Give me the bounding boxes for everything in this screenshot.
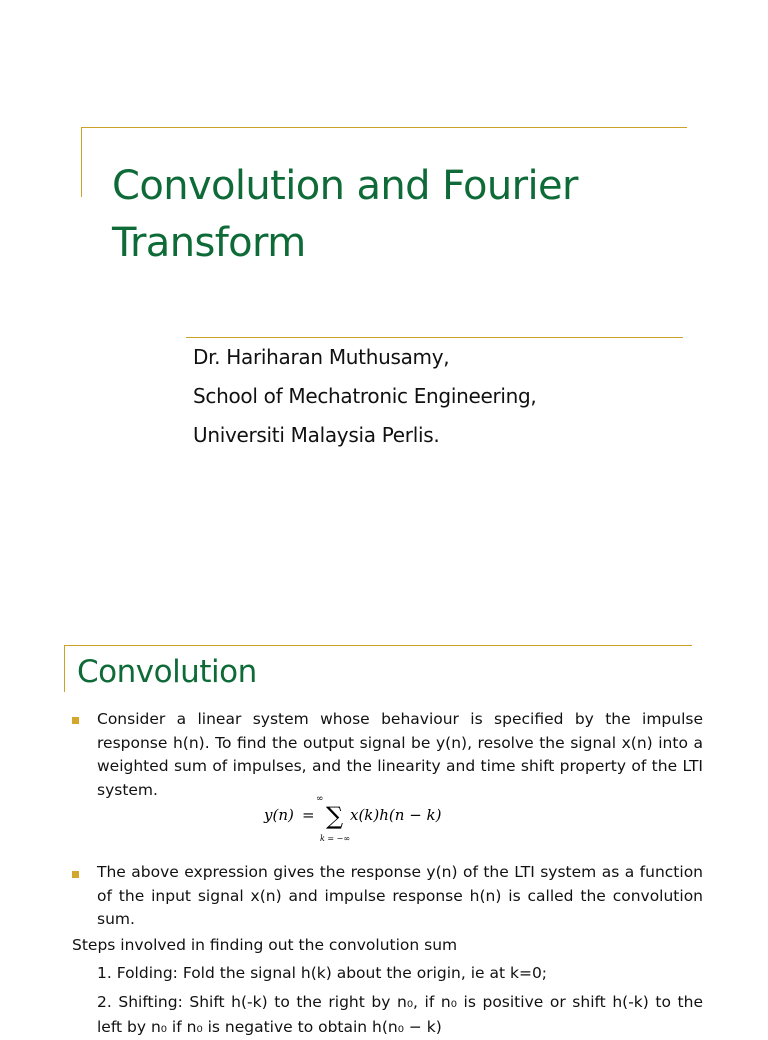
bullet-paragraph: Consider a linear system whose behaviour is specified by the impulse response h(n). To find the output signal be y(n), resolve the signal x(n) into a weighted sum of impulses, and the linearity and time shift property of the LTI system. bbox=[97, 710, 703, 799]
convolution-slide bbox=[0, 620, 768, 1036]
left-rule bbox=[81, 127, 82, 197]
step-folding: 1. Folding: Fold the signal h(k) about the origin, ie at k=0; bbox=[97, 964, 548, 982]
formula-lhs: y(n) bbox=[264, 806, 294, 824]
section-title: Convolution bbox=[77, 654, 257, 690]
formula-upper: ∞ bbox=[316, 794, 324, 804]
steps-heading: Steps involved in finding out the convolution sum bbox=[72, 936, 458, 954]
formula-equals: = bbox=[302, 806, 315, 824]
convolution-formula bbox=[258, 790, 468, 844]
slide-title: Convolution and Fourier Transform bbox=[112, 163, 578, 266]
left-rule bbox=[64, 645, 65, 692]
subtitle-rule bbox=[186, 337, 683, 338]
author-name: Dr. Hariharan Muthusamy, bbox=[193, 345, 450, 369]
author-university: Universiti Malaysia Perlis. bbox=[193, 423, 440, 447]
top-rule bbox=[64, 645, 692, 646]
bullet-paragraph: The above expression gives the response y(n) of the LTI system as a function of the input signal x(n) and impulse response h(n) is called the convolution sum. bbox=[97, 863, 703, 928]
author-school: School of Mechatronic Engineering, bbox=[193, 384, 537, 408]
bullet-icon bbox=[72, 717, 79, 724]
top-rule bbox=[81, 127, 687, 128]
sigma-icon: ∑ bbox=[326, 802, 344, 830]
bullet-icon bbox=[72, 871, 79, 878]
step-shifting: 2. Shifting: Shift h(-k) to the right by n₀, if n₀ is positive or shift h(-k) to the left by n₀ if n₀ is negative to obtain h(n₀ − k) bbox=[97, 993, 703, 1036]
formula-term: x(k)h(n − k) bbox=[350, 806, 442, 824]
formula-lower: k = −∞ bbox=[320, 834, 351, 843]
